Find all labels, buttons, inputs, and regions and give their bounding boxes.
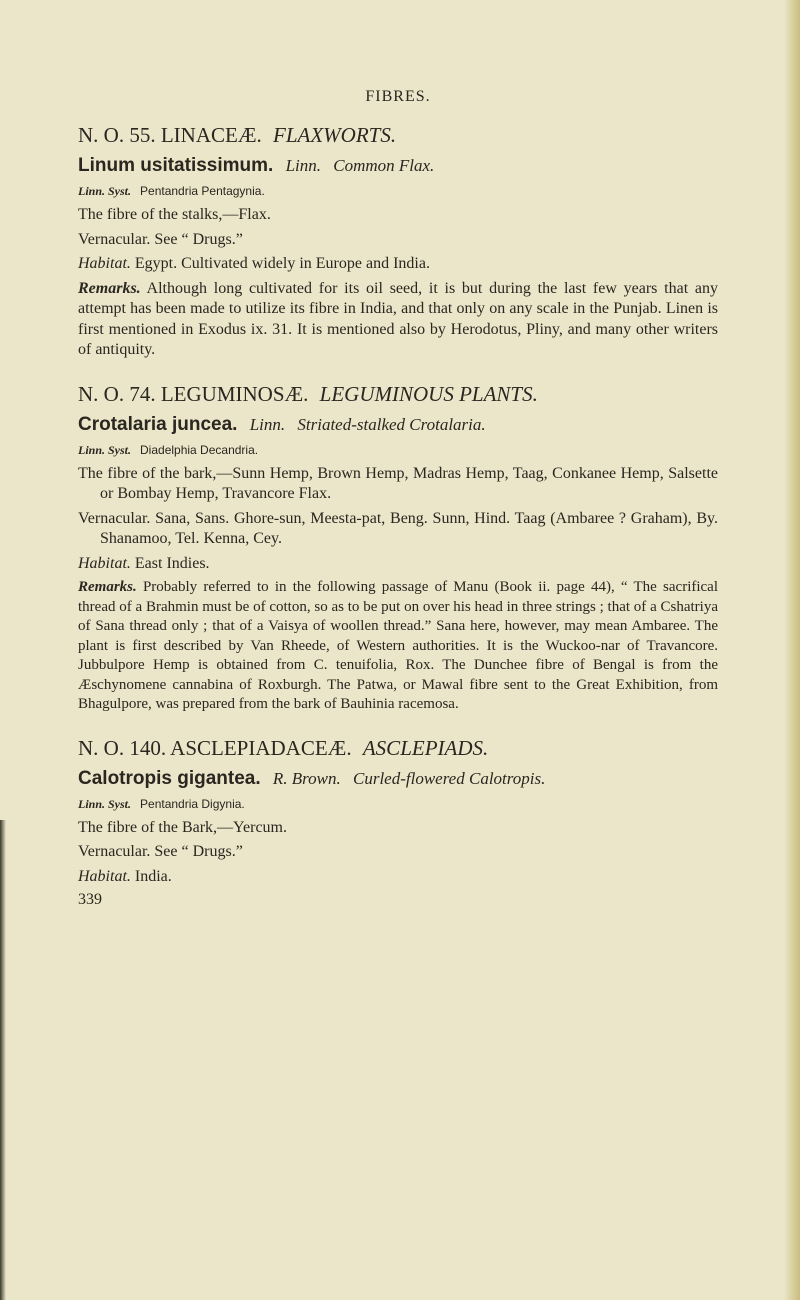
common-name: Curled-flowered Calotropis.	[352, 768, 546, 788]
species-name: Calotropis gigantea.	[78, 767, 261, 789]
order-english: LEGUMINOUS PLANTS.	[319, 381, 538, 406]
habitat-text: Egypt. Cultivated widely in Europe and India.	[134, 255, 430, 272]
section-leguminosae	[78, 381, 718, 715]
habitat-line	[78, 254, 718, 275]
species-name: Linum usitatissimum.	[78, 155, 274, 177]
common-name: Striated-stalked Crotalaria.	[297, 414, 486, 434]
species-heading	[78, 413, 718, 437]
linnaean-system	[78, 797, 718, 812]
syst-label: Linn. Syst.	[78, 796, 132, 811]
species-heading	[78, 767, 718, 791]
linnaean-system	[78, 443, 718, 458]
order-heading	[78, 122, 718, 148]
vernacular-line: Vernacular. See “ Drugs.”	[78, 230, 243, 248]
remarks-text: Although long cultivated for its oil seed, it is but during the last few years that any attempt has been made to utilize its fibre in India, and that only on any scale in the Punjab. Linen is first mentioned in Exodus ix. 31. It is mentioned also by Herodotus, Pliny, and many other writers of antiquity.	[78, 279, 718, 358]
section-linaceae	[78, 122, 718, 361]
syst-label: Linn. Syst.	[78, 184, 132, 198]
remarks-label: Remarks.	[78, 579, 137, 595]
running-head: FIBRES.	[365, 88, 431, 105]
habitat-line	[78, 554, 718, 575]
vernacular-line: Vernacular. See “ Drugs.”	[78, 843, 243, 860]
habitat-label: Habitat.	[78, 554, 131, 572]
order-name: N. O. 140. ASCLEPIADACEÆ.	[78, 735, 352, 760]
page-edge	[784, 0, 800, 1300]
syst-class: Pentandria Digynia.	[140, 796, 245, 811]
order-name: N. O. 74. LEGUMINOSÆ.	[78, 381, 309, 406]
habitat-label: Habitat.	[78, 255, 131, 272]
habitat-text: India.	[134, 867, 172, 885]
page-content	[78, 88, 718, 929]
habitat-label: Habitat.	[78, 867, 131, 885]
order-name: N. O. 55. LINACEÆ.	[78, 123, 262, 147]
species-authority: R. Brown.	[272, 768, 341, 788]
order-heading	[78, 381, 718, 407]
common-name: Common Flax.	[333, 156, 435, 176]
syst-class: Pentandria Pentagynia.	[140, 184, 265, 198]
binding-shadow	[0, 820, 6, 1300]
habitat-text: East Indies.	[134, 554, 210, 572]
species-heading	[78, 154, 718, 178]
remarks-label: Remarks.	[78, 279, 141, 297]
habitat-line	[78, 867, 718, 888]
species-authority: Linn.	[249, 414, 286, 434]
species-name: Crotalaria juncea.	[78, 413, 238, 435]
linnaean-system	[78, 184, 718, 199]
fibre-line: The fibre of the stalks,—Flax.	[78, 206, 271, 223]
fibre-line: The fibre of the Bark,—Yercum.	[78, 818, 287, 836]
remarks-text: Probably referred to in the following passage of Manu (Book ii. page 44), “ The sacrifical thread of a Brahmin must be of cotton, so as to be put on over his head in three strings ; that of a Cshatriya of Sana thread only ; that of a Vaisya of woollen thread.” Sana here, however, may mean Ambaree. The plant is first described by Van Rheede, of Western authorities. It is the Wuckoo-nar of Travancore. Jubbulpore Hemp is obtained from C. tenuifolia, Rox. The Dunchee fibre of Bengal is from the Æschynomene cannabina of Roxburgh. The Patwa, or Mawal fibre sent to the Great Exhibition, from Bhagulpore, was prepared from the bark of Bauhinia racemosa.	[78, 579, 719, 712]
section-asclepiadaceae	[78, 735, 718, 910]
syst-label: Linn. Syst.	[78, 442, 132, 457]
vernacular-line: Vernacular. Sana, Sans. Ghore-sun, Meesta-pat, Beng. Sunn, Hind. Taag (Ambaree ? Graham), By. Shanamoo, Tel. Kenna, Cey.	[78, 509, 718, 547]
remarks-paragraph	[78, 279, 718, 361]
order-english: ASCLEPIADS.	[362, 735, 489, 760]
syst-class: Diadelphia Decandria.	[140, 442, 259, 457]
remarks-paragraph	[78, 578, 718, 715]
order-english: FLAXWORTS.	[273, 123, 397, 147]
species-authority: Linn.	[285, 156, 321, 176]
page-number: 339	[78, 891, 102, 908]
fibre-line: The fibre of the bark,—Sunn Hemp, Brown Hemp, Madras Hemp, Taag, Conkanee Hemp, Salsette or Bombay Hemp, Travancore Flax.	[78, 464, 718, 502]
order-heading	[78, 735, 718, 761]
